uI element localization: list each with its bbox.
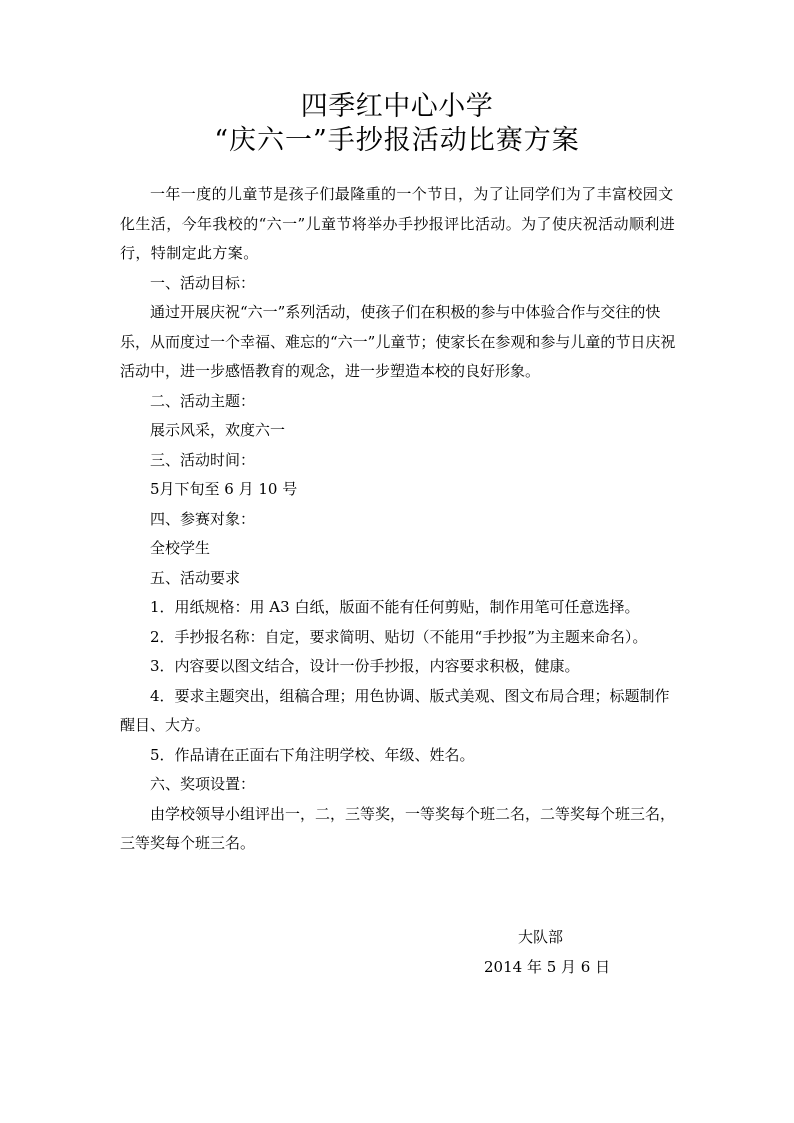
time-text: 5月下旬至 6 月 10 号 [150, 480, 298, 498]
requirement-item: 4．要求主题突出，组稿合理；用色协调、版式美观、图文布局合理；标题制作醒目、大方。 [120, 686, 670, 734]
requirement-item: 2．手抄报名称：自定，要求简明、贴切（不能用“手抄报”为主题来命名）。 [150, 627, 648, 646]
section-heading-participants: 四、参赛对象： [150, 509, 256, 528]
awards-paragraph: 由学校领导小组评出一，二，三等奖，一等奖每个班二名，二等奖每个班三名，三等奖每个班三名。 [120, 804, 676, 852]
section-heading-awards: 六、奖项设置： [150, 775, 256, 793]
requirement-item: 3．内容要以图文结合，设计一份手抄报，内容要求积极，健康。 [150, 657, 580, 675]
section-heading-time: 三、活动时间： [150, 450, 256, 469]
event-title: “庆六一”手抄报活动比赛方案 [214, 125, 580, 156]
participants-text: 全校学生 [150, 539, 211, 557]
theme-text: 展示风采，欢度六一 [150, 421, 286, 439]
requirement-item: 1．用纸规格：用 A3 白纸，版面不能有任何剪贴，制作用笔可任意选择。 [150, 598, 640, 616]
section-heading-goals: 一、活动目标： [150, 273, 256, 292]
signature-date: 2014 年 5 月 6 日 [484, 958, 611, 976]
signature-organization: 大队部 [518, 928, 564, 946]
document-body [120, 180, 680, 859]
section-heading-theme: 二、活动主题： [150, 391, 256, 410]
goals-paragraph: 通过开展庆祝“六一”系列活动，使孩子们在积极的参与中体验合作与交往的快乐，从而度过一个幸福、难忘的“六一”儿童节；使家长在参观和参与儿童的节日庆祝活动中，进一步感悟教育的观念，进一步塑造本校的良好形象。 [120, 303, 676, 380]
requirement-item: 5．作品请在正面右下角注明学校、年级、姓名。 [150, 745, 475, 764]
school-title: 四季红中心小学 [300, 91, 494, 122]
intro-paragraph: 一年一度的儿童节是孩子们最隆重的一个节日，为了让同学们为了丰富校园文化生活，今年我校的“六一”儿童节将举办手抄报评比活动。为了使庆祝活动顺利进行，特制定此方案。 [120, 185, 676, 262]
section-heading-requirements: 五、活动要求 [150, 568, 241, 587]
